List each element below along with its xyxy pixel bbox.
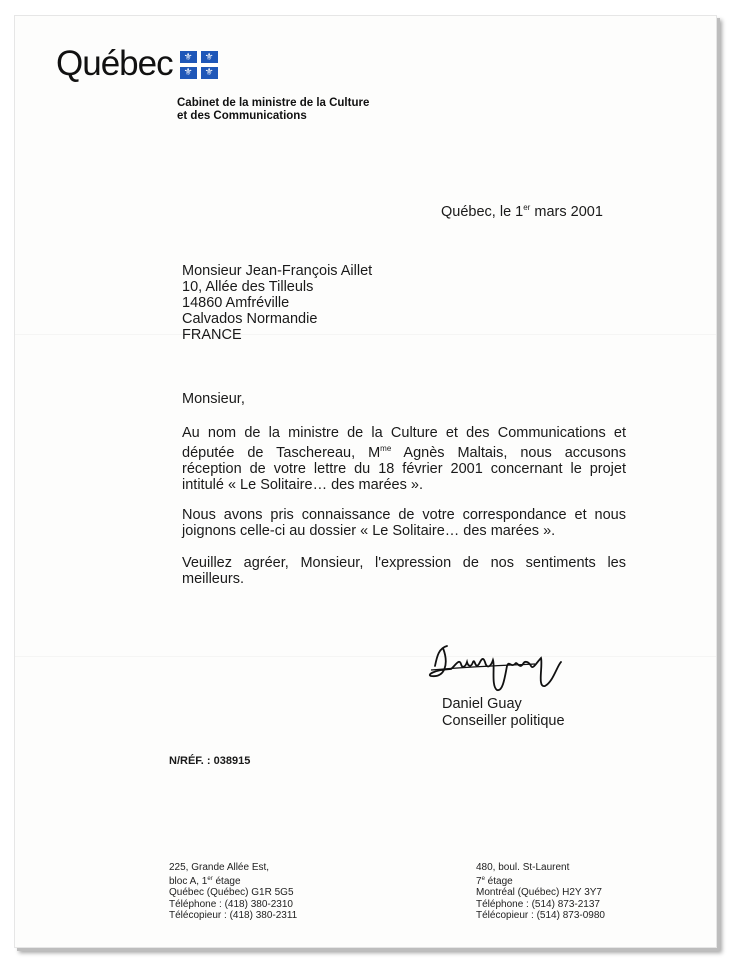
cabinet-line: Cabinet de la ministre de la Culture (177, 97, 370, 109)
recipient-address (182, 263, 372, 343)
cabinet-heading (177, 97, 369, 123)
footer-address-quebec: 225, Grande Allée Est, bloc A, 1er étage Québec (Québec) G1R 5G5 Téléphone : (418) 380-2310 Télécopieur : (418) 380-2311 (169, 862, 298, 921)
body-paragraph: Veuillez agréer, Monsieur, l'expression de nos sentiments les meilleurs. (182, 555, 626, 587)
letter-page (14, 15, 717, 948)
footer-address-montreal: 480, boul. St-Laurent 7e étage Montréal (Québec) H2Y 3Y7 Téléphone : (514) 873-2137 Télécopieur : (514) 873-0980 (476, 862, 605, 921)
body-paragraph: Au nom de la ministre de la Culture et des Communications et députée de Taschereau, $M^{me}$ Agnès Maltais, nous accusons réception de votre lettre du 18 février 2001 concernant le projet intitulé « Le Solitaire… des marées ». (182, 425, 626, 493)
salutation: Monsieur, (182, 391, 245, 407)
signatory-block (442, 696, 565, 730)
reference-number: N/RÉF. : 038915 (169, 755, 251, 767)
address-line: 14860 Amfréville (182, 295, 290, 311)
handwritten-signature (425, 636, 585, 696)
body-paragraph: Nous avons pris connaissance de votre correspondance et nous joignons celle-ci au dossier « Le Solitaire… des marées ». (182, 507, 626, 539)
address-line: FRANCE (182, 327, 242, 343)
signatory-title: Conseiller politique (442, 713, 565, 729)
quebec-logo (56, 43, 218, 83)
cabinet-line: et des Communications (177, 110, 307, 122)
address-line: Monsieur Jean-François Aillet (182, 263, 373, 279)
logo-wordmark: Québec (56, 43, 173, 83)
fold-line (15, 656, 716, 657)
fleurdelise-flag-icon: ⚜ ⚜ ⚜ ⚜ (180, 51, 218, 79)
signatory-name: Daniel Guay (442, 696, 522, 712)
address-line: Calvados Normandie (182, 311, 318, 327)
address-line: 10, Allée des Tilleuls (182, 279, 314, 295)
letter-date: Québec, le 1er mars 2001 (441, 203, 603, 220)
